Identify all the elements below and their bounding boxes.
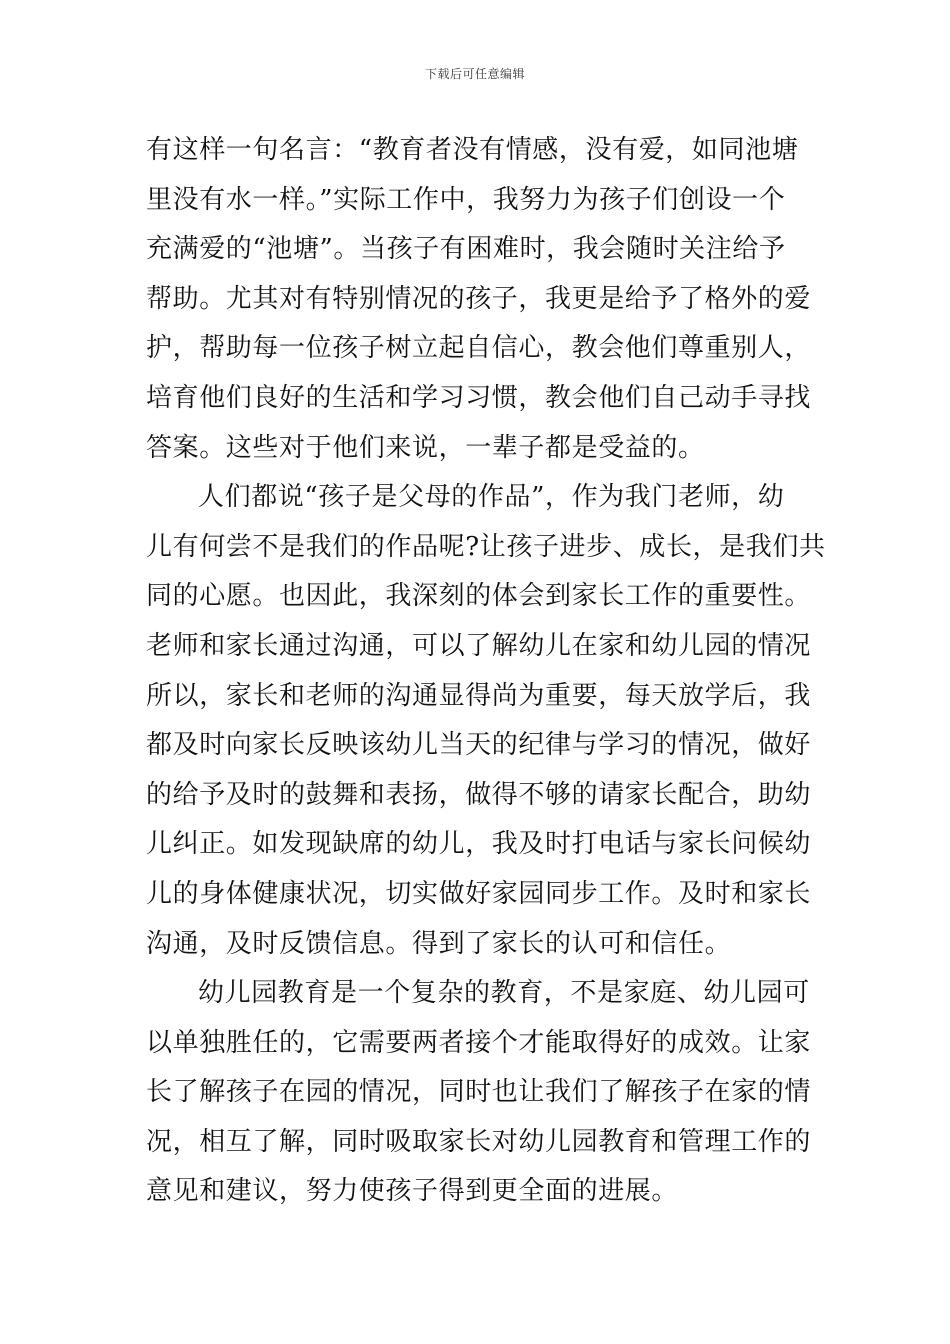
text-line: 况，相互了解，同时吸取家长对幼儿园教育和管理工作的 [146,1126,812,1157]
text-line: 儿的身体健康状况，切实做好家园同步工作。及时和家长 [146,878,812,909]
text-line: 帮助。尤其对有特别情况的孩子，我更是给予了格外的爱 [146,283,812,314]
text-line: 培育他们良好的生活和学习习惯，教会他们自己动手寻找 [146,382,812,413]
paragraph-3 [146,969,812,1217]
text-line: 沟通，及时反馈信息。得到了家长的认可和信任。 [146,928,732,959]
text-line: 的给予及时的鼓舞和表扬，做得不够的请家长配合，助幼 [146,779,812,810]
text-line: 同的心愿。也因此，我深刻的体会到家长工作的重要性。 [146,581,812,612]
text-line: 儿有何尝不是我们的作品呢?让孩子进步、成长，是我们共 [146,531,826,562]
text-line: 有这样一句名言：“教育者没有情感，没有爱，如同池塘 [146,135,799,165]
paragraph-2 [146,473,826,969]
text-line: 所以，家长和老师的沟通显得尚为重要，每天放学后，我 [146,680,812,711]
paragraph-1 [146,126,812,473]
text-line: 老师和家长通过沟通，可以了解幼儿在家和幼儿园的情况 [146,630,812,661]
text-line: 人们都说“孩子是父母的作品”，作为我门老师，幼 [198,482,785,513]
text-line: 儿纠正。如发现缺席的幼儿，我及时打电话与家长问候幼 [146,829,812,860]
text-line: 充满爱的“池塘”。当孩子有困难时，我会随时关注给予 [146,234,786,265]
document-body [146,126,826,1217]
text-line: 长了解孩子在园的情况，同时也让我们了解孩子在家的情 [146,1077,812,1108]
text-line: 意见和建议，努力使孩子得到更全面的进展。 [146,1176,679,1207]
text-line: 幼儿园教育是一个复杂的教育，不是家庭、幼儿园可 [198,978,810,1009]
text-line: 护，帮助每一位孩子树立起自信心，教会他们尊重别人， [146,333,812,364]
text-line: 都及时向家长反映该幼儿当天的纪律与学习的情况，做好 [146,730,812,761]
page-header: 下载后可任意编辑 [424,67,525,81]
text-line: 以单独胜任的，它需要两者接个才能取得好的成效。让家 [146,1027,812,1058]
text-line: 答案。这些对于他们来说，一辈子都是受益的。 [146,432,705,463]
text-line: 里没有水一样。”实际工作中，我努力为孩子们创设一个 [146,184,786,215]
